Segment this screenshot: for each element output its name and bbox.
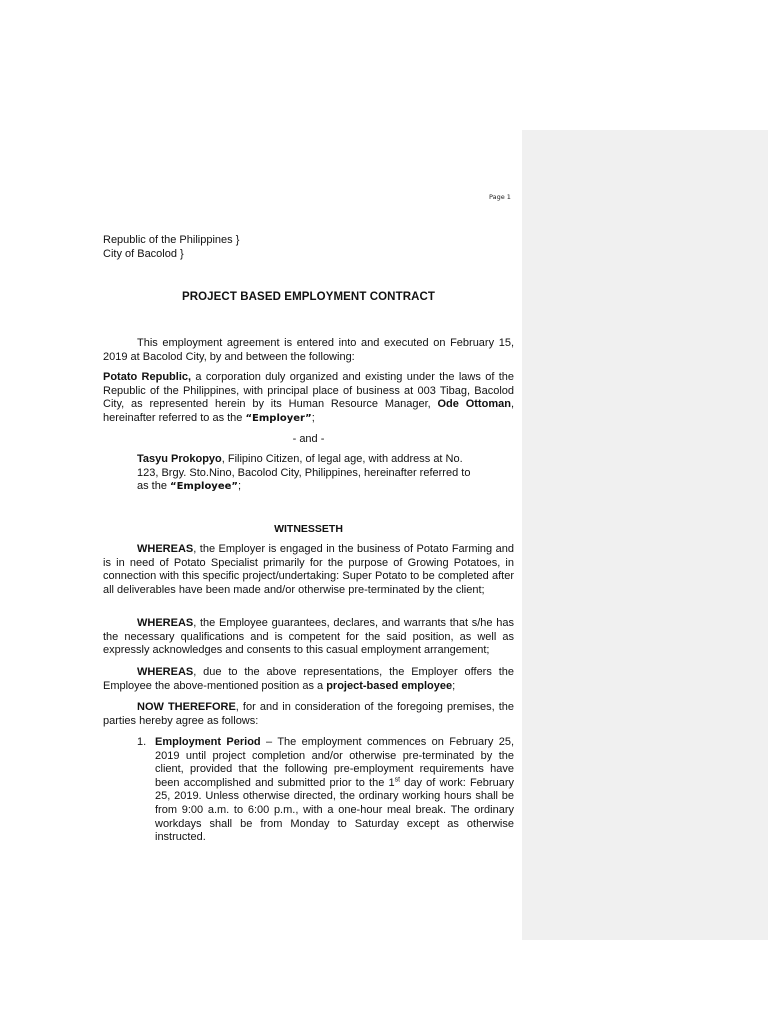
witnesseth-heading: WITNESSETH — [274, 523, 343, 535]
project-based-term: project-based employee — [326, 679, 453, 692]
employee-text-1: , Filipino Citizen, of legal age, with address at No. 123, Brgy. Sto.Nino, Bacolod City, Philippines, hereinafter referred to as the — [137, 453, 471, 493]
now-therefore-paragraph — [103, 701, 514, 728]
employer-label: “Employer” — [245, 412, 312, 424]
whereas-text: , the Employee guarantees, declares, and warrants that s/he has the necessary qualifications and is competent for the said position, as well as expressly acknowledges and consents to this casual employment arrangement; — [103, 617, 514, 657]
employee-label: “Employee” — [170, 481, 238, 493]
and-separator: - and - — [292, 433, 325, 445]
clause-text-b: day of work: February 25, 2019. Unless otherwise directed, the ordinary working hours shall be from 9:00 a.m. to 6:00 p.m., with a one-hour meal break. The ordinary workdays shall be from Monday to Saturday except as otherwise instructed. — [155, 776, 514, 844]
whereas-text: , due to the above representations, the Employer offers the Employee the above-mentioned position as a — [103, 666, 514, 692]
clause-superscript: st — [394, 776, 401, 784]
whereas-lead: WHEREAS — [137, 666, 194, 678]
clause-number: 1. — [137, 736, 147, 748]
whereas-lead: WHEREAS — [137, 617, 194, 629]
clause-text-a: – The employment commences on February 25, 2019 until project completion and/or otherwise pre-terminated by the client, provided that the following pre-employment requirements have been accomplished and submitted prior to the 1 — [155, 736, 514, 789]
employee-name: Tasyu Prokopyo — [137, 453, 222, 465]
whereas-paragraph-1 — [103, 543, 514, 597]
header-city: City of Bacolod } — [103, 247, 184, 260]
clause-body — [155, 736, 514, 845]
employer-paragraph — [103, 371, 514, 425]
employee-paragraph — [137, 453, 479, 494]
clause-title: Employment Period — [155, 736, 261, 748]
employer-manager: Ode Ottoman — [437, 398, 511, 411]
whereas-paragraph-2 — [103, 617, 514, 658]
whereas-lead: WHEREAS — [137, 543, 194, 555]
now-therefore-lead: NOW THEREFORE — [137, 701, 236, 713]
employer-text-2: , hereinafter referred to as the — [103, 398, 514, 424]
header-country: Republic of the Philippines } — [103, 234, 240, 246]
document-title: PROJECT BASED EMPLOYMENT CONTRACT — [181, 291, 436, 303]
now-therefore-text: , for and in consideration of the foregoing premises, the parties hereby agree as follows: — [103, 701, 514, 727]
employer-text-1: a corporation duly organized and existing under the laws of the Republic of the Philippines, with principal place of business at 003 Tibag, Bacolod City, as represented herein by its Human Resource Manager, — [103, 371, 515, 411]
intro-paragraph: This employment agreement is entered into and executed on February 15, 2019 at Bacolod City, by and between the following: — [103, 337, 514, 363]
page-number: Page 1 — [489, 193, 511, 201]
comment-margin-pane — [522, 130, 768, 940]
whereas-paragraph-3 — [103, 666, 514, 693]
jurisdiction-header — [103, 234, 514, 261]
employer-name: Potato Republic, — [103, 371, 192, 383]
whereas-end: ; — [452, 679, 456, 692]
employee-end: ; — [237, 480, 242, 493]
whereas-text: , the Employer is engaged in the business of Potato Farming and is in need of Potato Specialist primarily for the purpose of Growing Potatoes, in connection with this specific project/undertaking: Super Potato to be completed after all deliverables have been made and/or otherwise pre-terminated by the client; — [103, 543, 514, 596]
employer-end: ; — [311, 411, 315, 424]
